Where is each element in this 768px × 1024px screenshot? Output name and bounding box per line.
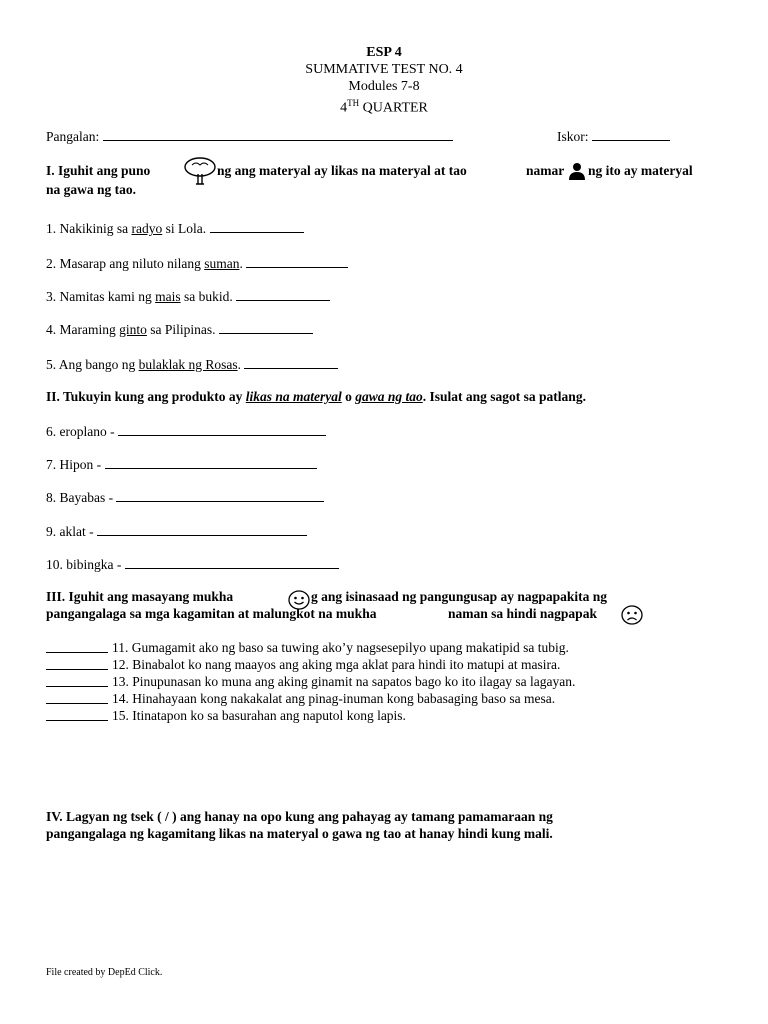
part3-instruction-line2b: naman sa hindi nagpapak <box>448 606 597 621</box>
answer-blank[interactable] <box>246 255 348 268</box>
part2-item-7: 7. Hipon - <box>46 456 317 473</box>
score-label: Iskor: <box>557 129 589 144</box>
part1-instruction-d: ng ito ay materyal <box>588 163 693 178</box>
part3-answer-blank-15[interactable] <box>46 708 108 721</box>
answer-blank[interactable] <box>236 288 330 301</box>
test-title: SUMMATIVE TEST NO. 4 <box>305 62 463 77</box>
part1-instruction-b: ng ang materyal ay likas na materyal at tao <box>217 163 467 178</box>
part3-item-12: 12. Binabalot ko nang maayos ang aking mga aklat para hindi ito matupi at masira. <box>112 657 561 672</box>
part3-item-15: 15. Itinatapon ko sa basurahan ang naputol kong lapis. <box>112 708 406 723</box>
part3-instruction-line1b: g ang isinasaad ng pangungusap ay nagpapakita ng <box>311 589 608 604</box>
quarter-label <box>0 95 768 117</box>
quarter-superscript: TH <box>347 98 360 108</box>
part3-item-13: 13. Pinupunasan ko muna ang aking ginamit na sapatos bago ko ito ilagay sa lagayan. <box>112 674 576 689</box>
part3-instruction-line1a: III. Iguhit ang masayang mukha <box>46 589 234 604</box>
sad-face-icon <box>621 605 643 625</box>
part1-instruction-c: namar <box>526 163 565 178</box>
score-field <box>557 128 670 145</box>
modules-label: Modules 7-8 <box>348 79 420 94</box>
part1-item-1: 1. Nakikinig sa radyo si Lola. <box>46 220 304 237</box>
name-blank[interactable] <box>103 128 453 141</box>
subject-title: ESP 4 <box>366 45 402 60</box>
part3-answer-blank-11[interactable] <box>46 640 108 653</box>
person-icon <box>568 162 586 180</box>
part2-item-8: 8. Bayabas - <box>46 489 324 506</box>
part1-item-4: 4. Maraming ginto sa Pilipinas. <box>46 321 313 338</box>
answer-blank[interactable] <box>105 456 317 469</box>
name-label: Pangalan: <box>46 129 100 144</box>
answer-blank[interactable] <box>210 220 304 233</box>
part4-instruction-line1: IV. Lagyan ng tsek ( / ) ang hanay na opo kung ang pahayag ay tamang pamamaraan ng <box>46 809 553 824</box>
answer-blank[interactable] <box>244 356 338 369</box>
footer-credit: File created by DepEd Click. <box>46 967 163 978</box>
part3-answer-blank-14[interactable] <box>46 691 108 704</box>
name-field <box>46 128 453 145</box>
part3-item-14: 14. Hinahayaan kong nakakalat ang pinag-inuman kong babasaging baso sa mesa. <box>112 691 556 706</box>
answer-blank[interactable] <box>97 523 307 536</box>
part2-item-9: 9. aklat - <box>46 523 307 540</box>
part2-item-10: 10. bibingka - <box>46 556 339 573</box>
part1-instruction-a: I. Iguhit ang puno <box>46 163 151 178</box>
part2-instruction: II. Tukuyin kung ang produkto ay likas na materyal o gawa ng tao. Isulat ang sagot sa patlang. <box>46 389 586 404</box>
part1-item-3: 3. Namitas kami ng mais sa bukid. <box>46 288 330 305</box>
quarter-word: QUARTER <box>362 100 428 116</box>
part3-item-11: 11. Gumagamit ako ng baso sa tuwing ako’y nagsesepilyo upang makatipid sa tubig. <box>112 640 569 655</box>
answer-blank[interactable] <box>116 489 324 502</box>
part1-instruction-e: na gawa ng tao. <box>46 182 137 197</box>
quarter-number: 4 <box>340 100 348 116</box>
part3-answer-blank-12[interactable] <box>46 657 108 670</box>
score-blank[interactable] <box>592 128 670 141</box>
answer-blank[interactable] <box>219 321 313 334</box>
part4-instruction-line2: pangangalaga ng kagamitang likas na materyal o gawa ng tao at hanay hindi kung mali. <box>46 826 553 841</box>
part2-item-6: 6. eroplano - <box>46 423 326 440</box>
answer-blank[interactable] <box>125 556 339 569</box>
tree-icon <box>183 156 217 186</box>
answer-blank[interactable] <box>118 423 326 436</box>
part3-instruction-line2a: pangangalaga sa mga kagamitan at malungkot na mukha <box>46 606 377 621</box>
part3-answer-blank-13[interactable] <box>46 674 108 687</box>
part1-item-2: 2. Masarap ang niluto nilang suman. <box>46 255 348 272</box>
part1-item-5: 5. Ang bango ng bulaklak ng Rosas. <box>46 356 338 373</box>
